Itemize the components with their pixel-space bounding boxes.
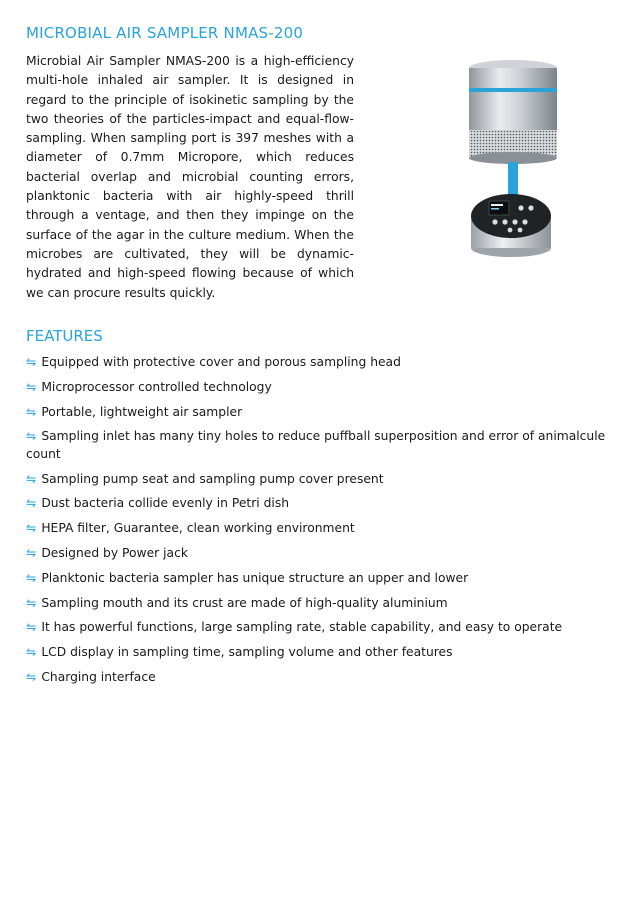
feature-item: ⇋ HEPA filter, Guarantee, clean working environment (26, 521, 355, 536)
feature-item: ⇋ Designed by Power jack (26, 546, 188, 561)
double-arrow-icon: ⇋ (26, 521, 37, 536)
feature-item: ⇋ Sampling pump seat and sampling pump cover present (26, 471, 384, 486)
product-title: MICROBIAL AIR SAMPLER NMAS-200 (26, 24, 304, 42)
feature-item: ⇋ Planktonic bacteria sampler has unique structure an upper and lower (26, 570, 469, 585)
feature-item: ⇋ Equipped with protective cover and porous sampling head (26, 355, 401, 369)
features-title: FEATURES (26, 327, 103, 345)
double-arrow-icon: ⇋ (26, 355, 37, 369)
double-arrow-icon: ⇋ (26, 620, 37, 635)
double-arrow-icon: ⇋ (26, 546, 37, 561)
double-arrow-icon: ⇋ (26, 645, 37, 660)
double-arrow-icon: ⇋ (26, 429, 37, 444)
double-arrow-icon: ⇋ (26, 471, 37, 486)
feature-item: ⇋ Microprocessor controlled technology (26, 379, 272, 394)
feature-item: ⇋ Sampling inlet has many tiny holes to reduce puffball superposition and error of animalcule count (26, 429, 606, 461)
double-arrow-icon: ⇋ (26, 595, 37, 610)
double-arrow-icon: ⇋ (26, 404, 37, 419)
product-description: Microbial Air Sampler NMAS-200 is a high-efficiency multi-hole inhaled air sampler. It is designed in regard to the principle of isokinetic sampling by the two theories of the particles-impact and equal-flow-sampling. When sampling port is 397 meshes with a diameter of 0.7mm Micropore, which reduces bacterial overlap and microbial counting errors, planktonic bacteria with air highly-speed thrill through a ventage, and then they impinge on the surface of the agar in the culture medium. When the microbes are cultivated, they will be dynamic-hydrated and high-speed flowing because of which we can procure results quickly. (26, 54, 354, 300)
feature-item: ⇋ Sampling mouth and its crust are made of high-quality aluminium (26, 595, 448, 610)
double-arrow-icon: ⇋ (26, 570, 37, 585)
double-arrow-icon: ⇋ (26, 670, 37, 685)
product-image (455, 58, 575, 263)
feature-item: ⇋ Charging interface (26, 670, 156, 685)
double-arrow-icon: ⇋ (26, 496, 37, 511)
feature-item: ⇋ Dust bacteria collide evenly in Petri dish (26, 496, 290, 511)
features-list (26, 354, 606, 694)
feature-item: ⇋ LCD display in sampling time, sampling volume and other features (26, 645, 453, 660)
double-arrow-icon: ⇋ (26, 379, 37, 394)
feature-item: ⇋ Portable, lightweight air sampler (26, 404, 243, 419)
feature-item: ⇋ It has powerful functions, large sampling rate, stable capability, and easy to operate (26, 620, 563, 635)
